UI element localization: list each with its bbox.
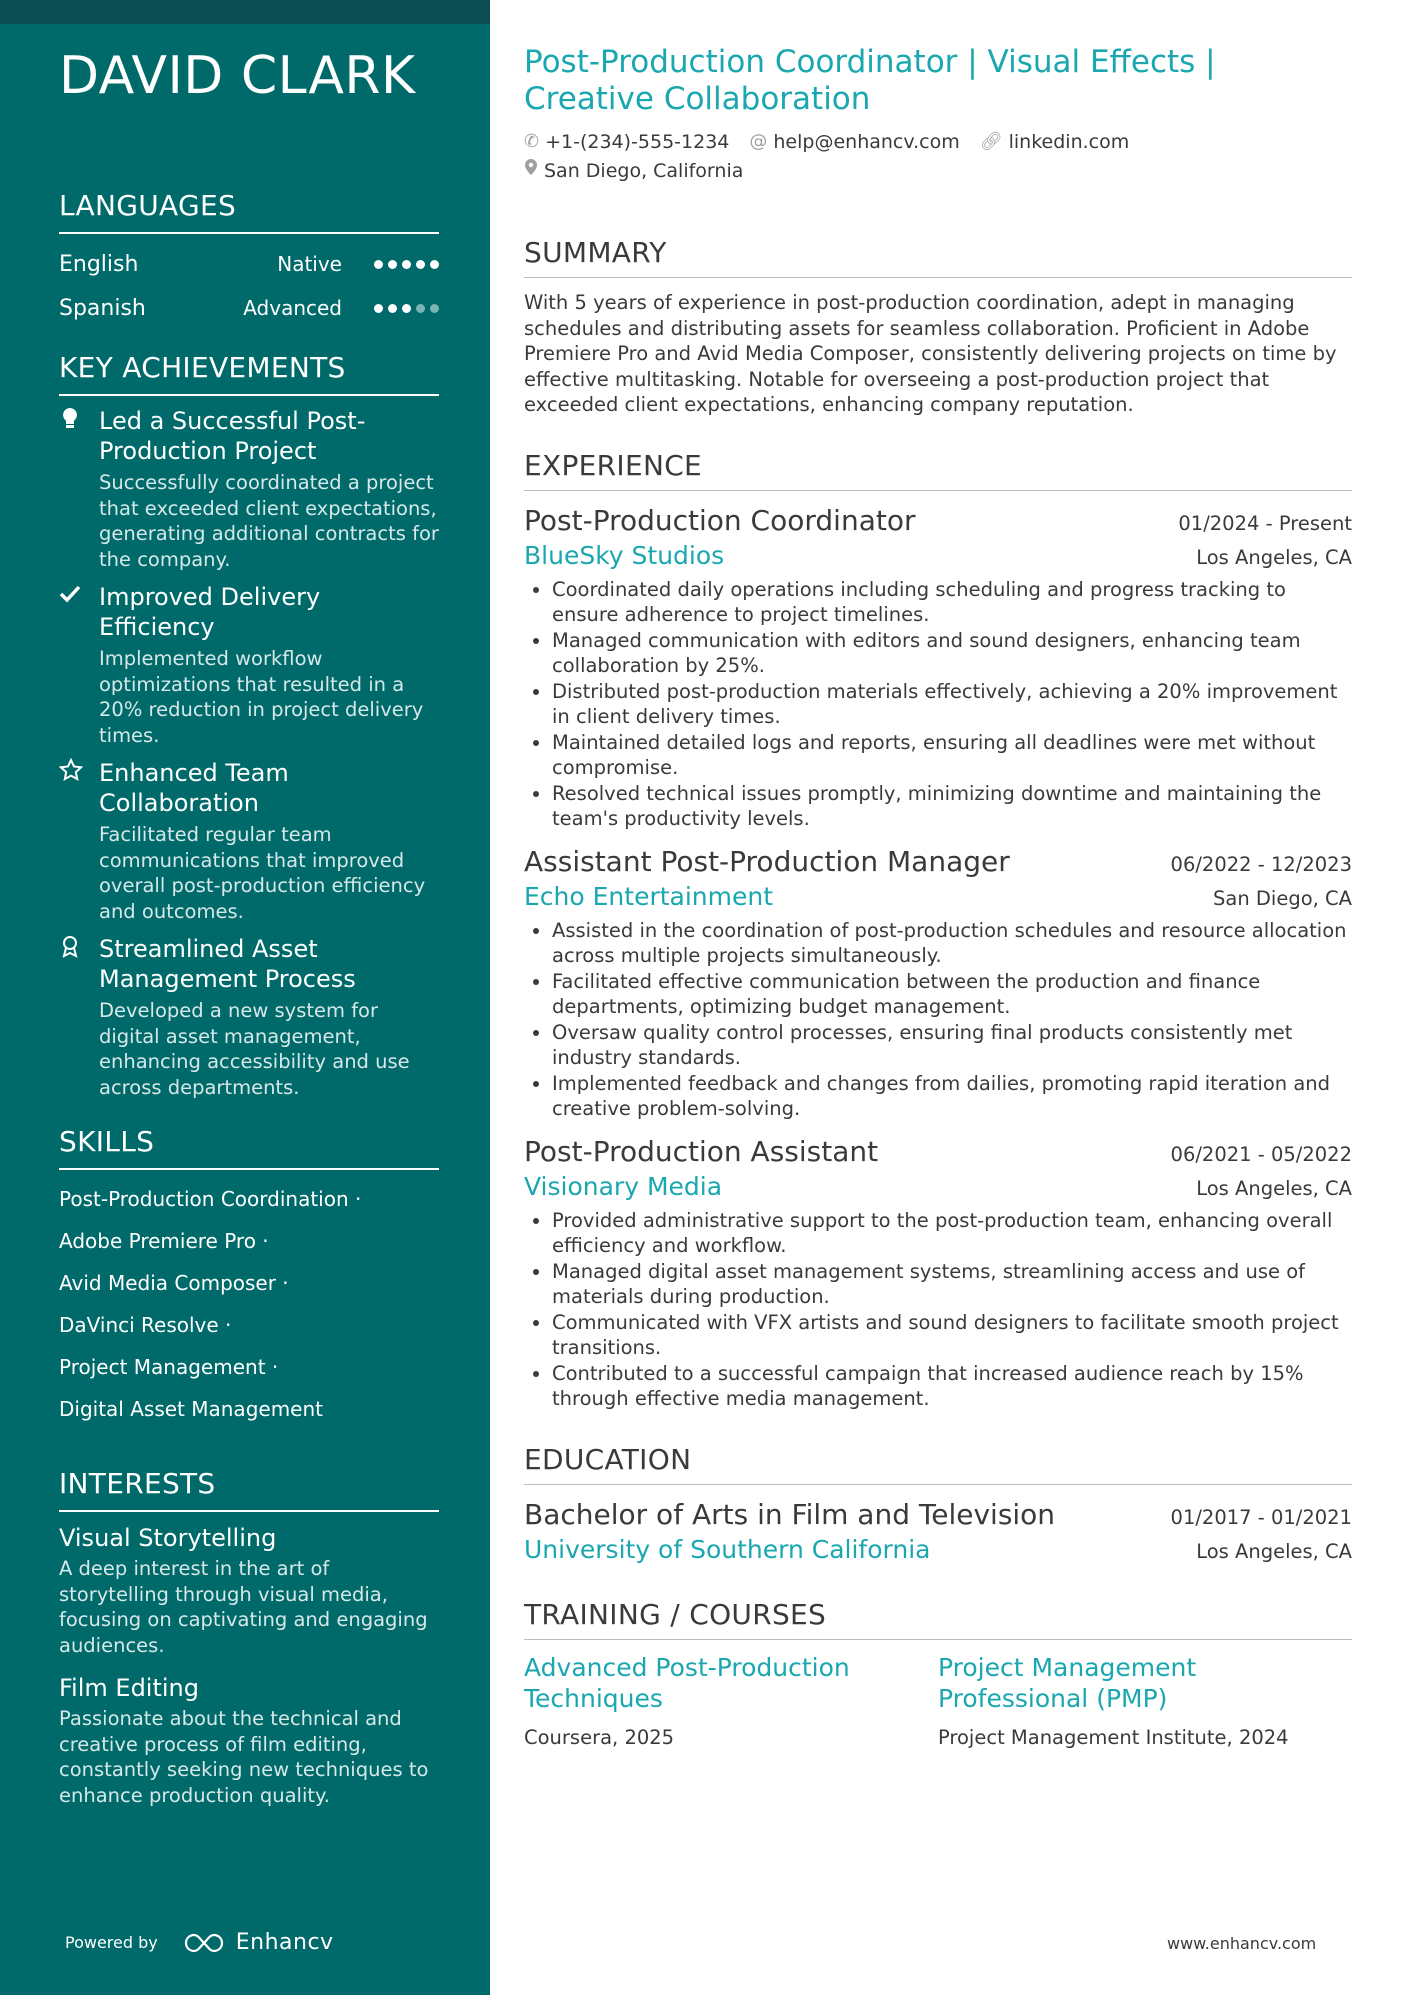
award-icon xyxy=(59,934,99,1100)
powered-by xyxy=(65,1930,334,1955)
location-contact xyxy=(524,158,1352,183)
interest-description: A deep interest in the art of storytelling through visual media, focusing on captivating and engaging audiences. xyxy=(59,1557,428,1657)
skills-list: Post-Production Coordination · Adobe Premiere Pro · Avid Media Composer · DaVinci Resolve · Project Management · Digital Asset Management xyxy=(59,1187,362,1421)
sidebar-content xyxy=(59,44,439,1808)
job-date: 06/2021 - 05/2022 xyxy=(1170,1142,1352,1166)
phone-icon: ✆ xyxy=(524,131,540,152)
achievement-title: Improved Delivery Efficiency xyxy=(99,583,321,641)
education-section xyxy=(524,1442,1352,1567)
achievements-section xyxy=(59,350,439,1100)
job-bullet: • Distributed post-production materials effectively, achieving a 20% improvement in client delivery times. xyxy=(552,679,1352,730)
link-text: linkedin.com xyxy=(1008,131,1130,153)
candidate-name: DAVID CLARK xyxy=(59,46,416,106)
job-title: Assistant Post-Production Manager xyxy=(524,844,1010,878)
job-bullet: • Provided administrative support to the post-production team, enhancing overall efficiency and workflow. xyxy=(552,1208,1352,1259)
achievements-heading: KEY ACHIEVEMENTS xyxy=(59,350,439,396)
job-company: BlueSky Studios xyxy=(524,540,725,570)
skill-item: Project Management xyxy=(59,1355,266,1379)
language-row xyxy=(59,286,439,330)
job-bullet: • Facilitated effective communication between the production and finance departments, optimizing budget management. xyxy=(552,969,1352,1020)
job-location: San Diego, CA xyxy=(1213,886,1352,910)
achievement-description: Developed a new system for digital asset management, enhancing accessibility and use across departments. xyxy=(99,999,410,1099)
headline: Post-Production Coordinator | Visual Effects | Creative Collaboration xyxy=(524,44,1216,117)
at-icon: @ xyxy=(749,131,768,152)
star-icon xyxy=(59,758,99,924)
achievement-title: Enhanced Team Collaboration xyxy=(99,759,289,817)
summary-text: With 5 years of experience in post-production coordination, adept in managing schedules and distributing assets for seamless collaboration. Proficient in Adobe Premiere Pro and Avid Media Composer, consistently delivering projects on time by effective multitasking. Notable for overseeing a post-production project that exceeded client expectations, enhancing company reputation. xyxy=(524,291,1337,416)
sidebar xyxy=(0,0,490,1995)
lightbulb-icon xyxy=(59,406,99,572)
training-heading: TRAINING / COURSES xyxy=(524,1597,1352,1640)
course-item xyxy=(938,1652,1352,1749)
summary-section xyxy=(524,235,1352,418)
job-entry xyxy=(524,1134,1352,1412)
language-name: Spanish xyxy=(59,295,146,321)
language-level: Advanced xyxy=(243,296,342,320)
interest-title: Visual Storytelling xyxy=(59,1524,277,1552)
education-date: 01/2017 - 01/2021 xyxy=(1170,1505,1352,1529)
interests-section xyxy=(59,1466,439,1808)
experience-section xyxy=(524,448,1352,1412)
achievement-description: Implemented workflow optimizations that resulted in a 20% reduction in project delivery times. xyxy=(99,647,424,747)
enhancv-logo-text: Enhancv xyxy=(235,1930,334,1955)
job-bullet: • Managed communication with editors and sound designers, enhancing team collaboration by 25%. xyxy=(552,628,1352,679)
course-title: Project Management Professional (PMP) xyxy=(938,1652,1197,1713)
footer-url[interactable]: www.enhancv.com xyxy=(1167,1934,1317,1953)
phone-text: +1-(234)-555-1234 xyxy=(545,131,730,153)
achievement-description: Successfully coordinated a project that exceeded client expectations, generating additional contracts for the company. xyxy=(99,471,439,571)
achievement-item xyxy=(59,934,439,1100)
skills-heading: SKILLS xyxy=(59,1124,439,1170)
language-rating xyxy=(374,304,439,313)
training-section xyxy=(524,1597,1352,1749)
course-provider: Project Management Institute, 2024 xyxy=(938,1725,1289,1749)
enhancv-logo[interactable] xyxy=(182,1930,334,1955)
job-bullet: • Maintained detailed logs and reports, ensuring all deadlines were met without compromise. xyxy=(552,730,1352,781)
job-bullet: • Assisted in the coordination of post-production schedules and resource allocation across multiple projects simultaneously. xyxy=(552,918,1352,969)
languages-section xyxy=(59,188,439,330)
achievement-description: Facilitated regular team communications that improved overall post-production efficiency and outcomes. xyxy=(99,823,426,923)
location-pin-icon xyxy=(524,158,538,183)
achievement-title: Led a Successful Post-Production Project xyxy=(99,407,366,465)
school: University of Southern California xyxy=(524,1534,931,1564)
job-bullet: • Coordinated daily operations including scheduling and progress tracking to ensure adherence to project timelines. xyxy=(552,577,1352,628)
linkedin-contact[interactable] xyxy=(980,130,1129,154)
skill-item: Post-Production Coordination xyxy=(59,1187,349,1211)
education-location: Los Angeles, CA xyxy=(1196,1539,1352,1563)
skills-section xyxy=(59,1124,439,1430)
summary-heading: SUMMARY xyxy=(524,235,1352,278)
job-bullet: • Oversaw quality control processes, ensuring final products consistently met industry standards. xyxy=(552,1020,1352,1071)
course-title: Advanced Post-Production Techniques xyxy=(524,1652,850,1713)
job-bullets xyxy=(524,577,1352,832)
contact-info xyxy=(524,130,1352,183)
job-bullets xyxy=(524,1208,1352,1412)
interest-title: Film Editing xyxy=(59,1674,199,1702)
job-bullet: • Contributed to a successful campaign that increased audience reach by 15% through effective media management. xyxy=(552,1361,1352,1412)
location-text: San Diego, California xyxy=(544,159,744,182)
job-date: 06/2022 - 12/2023 xyxy=(1170,852,1352,876)
phone-contact[interactable] xyxy=(524,130,729,154)
language-level: Native xyxy=(277,252,342,276)
job-location: Los Angeles, CA xyxy=(1196,1176,1352,1200)
interests-heading: INTERESTS xyxy=(59,1466,439,1512)
course-provider: Coursera, 2025 xyxy=(524,1725,675,1749)
achievement-title: Streamlined Asset Management Process xyxy=(99,935,356,993)
main-content xyxy=(524,44,1352,1749)
job-bullet: • Managed digital asset management systems, streamlining access and use of materials during production. xyxy=(552,1259,1352,1310)
email-text: help@enhancv.com xyxy=(773,131,960,153)
language-row xyxy=(59,242,439,286)
experience-heading: EXPERIENCE xyxy=(524,448,1352,491)
job-entry xyxy=(524,844,1352,1122)
link-icon: 🔗︎ xyxy=(979,131,1003,152)
skill-item: DaVinci Resolve xyxy=(59,1313,219,1337)
job-company: Visionary Media xyxy=(524,1171,723,1201)
job-entry xyxy=(524,503,1352,832)
enhancv-logo-icon xyxy=(182,1932,228,1954)
language-rating xyxy=(374,260,439,269)
job-bullet: • Implemented feedback and changes from dailies, promoting rapid iteration and creative problem-solving. xyxy=(552,1071,1352,1122)
achievement-item xyxy=(59,758,439,924)
job-location: Los Angeles, CA xyxy=(1196,545,1352,569)
interest-description: Passionate about the technical and creative process of film editing, constantly seeking new techniques to enhance production quality. xyxy=(59,1707,429,1807)
job-title: Post-Production Assistant xyxy=(524,1134,879,1168)
job-date: 01/2024 - Present xyxy=(1178,511,1352,535)
email-contact[interactable] xyxy=(749,130,959,154)
sidebar-top-bar xyxy=(0,0,490,24)
job-title: Post-Production Coordinator xyxy=(524,503,916,537)
job-bullet: • Communicated with VFX artists and sound designers to facilitate smooth project transitions. xyxy=(552,1310,1352,1361)
course-item xyxy=(524,1652,938,1749)
achievement-item xyxy=(59,406,439,572)
education-heading: EDUCATION xyxy=(524,1442,1352,1485)
skill-item: Avid Media Composer xyxy=(59,1271,276,1295)
powered-by-label: Powered by xyxy=(65,1933,158,1952)
skill-item: Adobe Premiere Pro xyxy=(59,1229,256,1253)
language-name: English xyxy=(59,251,139,277)
achievement-item xyxy=(59,582,439,748)
job-bullets xyxy=(524,918,1352,1122)
skill-item: Digital Asset Management xyxy=(59,1397,323,1421)
languages-heading: LANGUAGES xyxy=(59,188,439,234)
degree: Bachelor of Arts in Film and Television xyxy=(524,1497,1056,1531)
job-bullet: • Resolved technical issues promptly, minimizing downtime and maintaining the team's productivity levels. xyxy=(552,781,1352,832)
check-icon xyxy=(59,582,99,748)
job-company: Echo Entertainment xyxy=(524,881,774,911)
